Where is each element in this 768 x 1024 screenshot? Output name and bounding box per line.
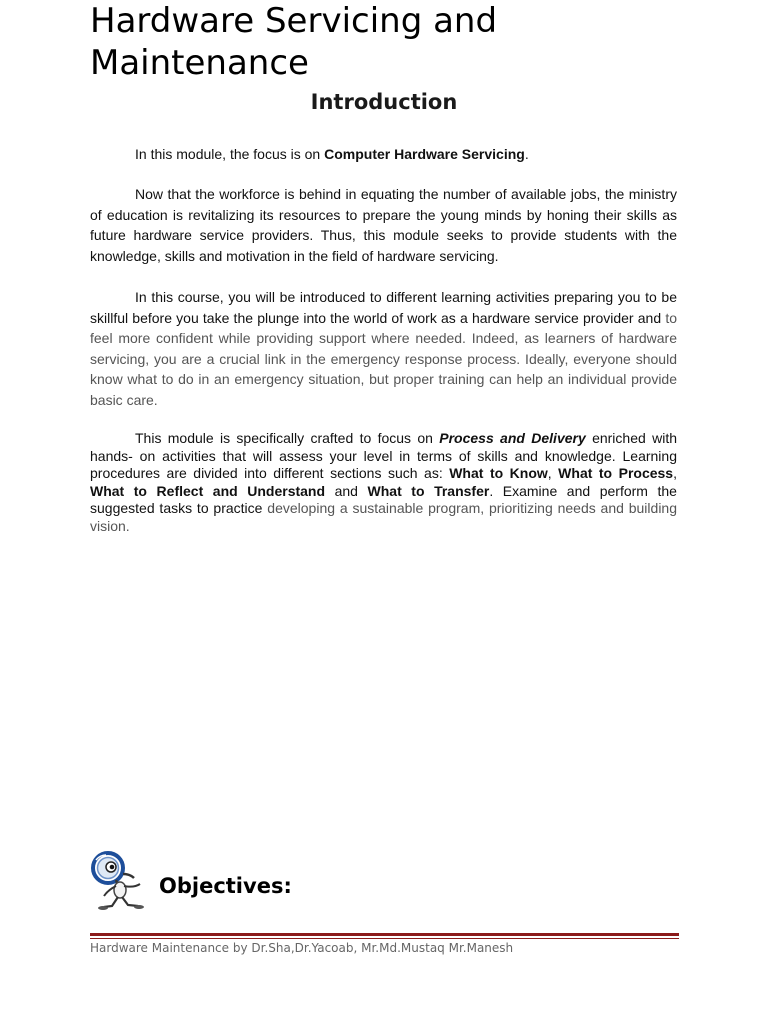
paragraph-focus bbox=[90, 144, 677, 165]
page-title bbox=[90, 0, 730, 84]
section-what-to-process: What to Process bbox=[558, 465, 674, 482]
paragraph-course-text: In this course, you will be introduced to different learning activities preparing you to be skillful before you take the plunge into the world of work as a hardware service provider and bbox=[90, 289, 677, 326]
paragraph-focus-text: In this module, the focus is on bbox=[135, 146, 325, 162]
introduction-heading bbox=[0, 90, 768, 114]
paragraph-module-grey-text: developing a sustainable program, prioritizing needs and building vision. bbox=[90, 500, 677, 534]
objectives-label: Objectives: bbox=[159, 874, 292, 898]
separator: and bbox=[325, 482, 368, 499]
paragraph-module bbox=[90, 430, 677, 536]
paragraph-course bbox=[90, 287, 677, 411]
section-what-to-transfer: What to Transfer bbox=[367, 482, 490, 499]
section-what-to-reflect: What to Reflect and Understand bbox=[90, 482, 326, 499]
separator: , bbox=[547, 465, 559, 482]
paragraph-focus-end: . bbox=[524, 146, 529, 162]
paragraph-module-text-b: enriched with hands- on activities that will assess your level in terms of skills and knowledge. Learning procedures are divided into different sections such as: bbox=[90, 430, 677, 482]
magnifier-character-icon bbox=[86, 850, 152, 912]
page-title-line-2: Maintenance bbox=[90, 43, 309, 83]
paragraph-course-grey-text: to feel more confident while providing support where needed. Indeed, as learners of hardware servicing, you are a crucial link in the emergency response process. Ideally, everyone should know what to do in an emergency situation, but proper training can help an individual provide basic care. bbox=[90, 309, 677, 408]
introduction-heading-text: Introduction bbox=[310, 90, 458, 114]
section-what-to-know: What to Know bbox=[449, 465, 548, 482]
paragraph-workforce bbox=[90, 184, 677, 266]
footer-credits: Hardware Maintenance by Dr.Sha,Dr.Yacoab, Mr.Md.Mustaq Mr.Manesh bbox=[90, 941, 514, 955]
paragraph-module-text-c: . Examine and perform the suggested tasks to practice bbox=[90, 482, 677, 517]
separator: , bbox=[673, 465, 677, 482]
paragraph-workforce-text: Now that the workforce is behind in equating the number of available jobs, the ministry of education is revitalizing its resources to prepare the young minds by honing their skills as future hardware service providers. Thus, this module seeks to provide students with the knowledge, skills and motivation in the field of hardware servicing. bbox=[90, 186, 677, 264]
paragraph-module-text-a: This module is specifically crafted to focus on bbox=[135, 430, 440, 446]
footer-rule-thick bbox=[90, 933, 679, 936]
paragraph-module-bold-italic: Process and Delivery bbox=[439, 430, 586, 446]
page-title-line-1: Hardware Servicing and bbox=[90, 1, 498, 41]
footer-rule-thin bbox=[90, 938, 679, 939]
objectives-section bbox=[86, 850, 386, 912]
paragraph-focus-bold: Computer Hardware Servicing bbox=[324, 146, 525, 162]
